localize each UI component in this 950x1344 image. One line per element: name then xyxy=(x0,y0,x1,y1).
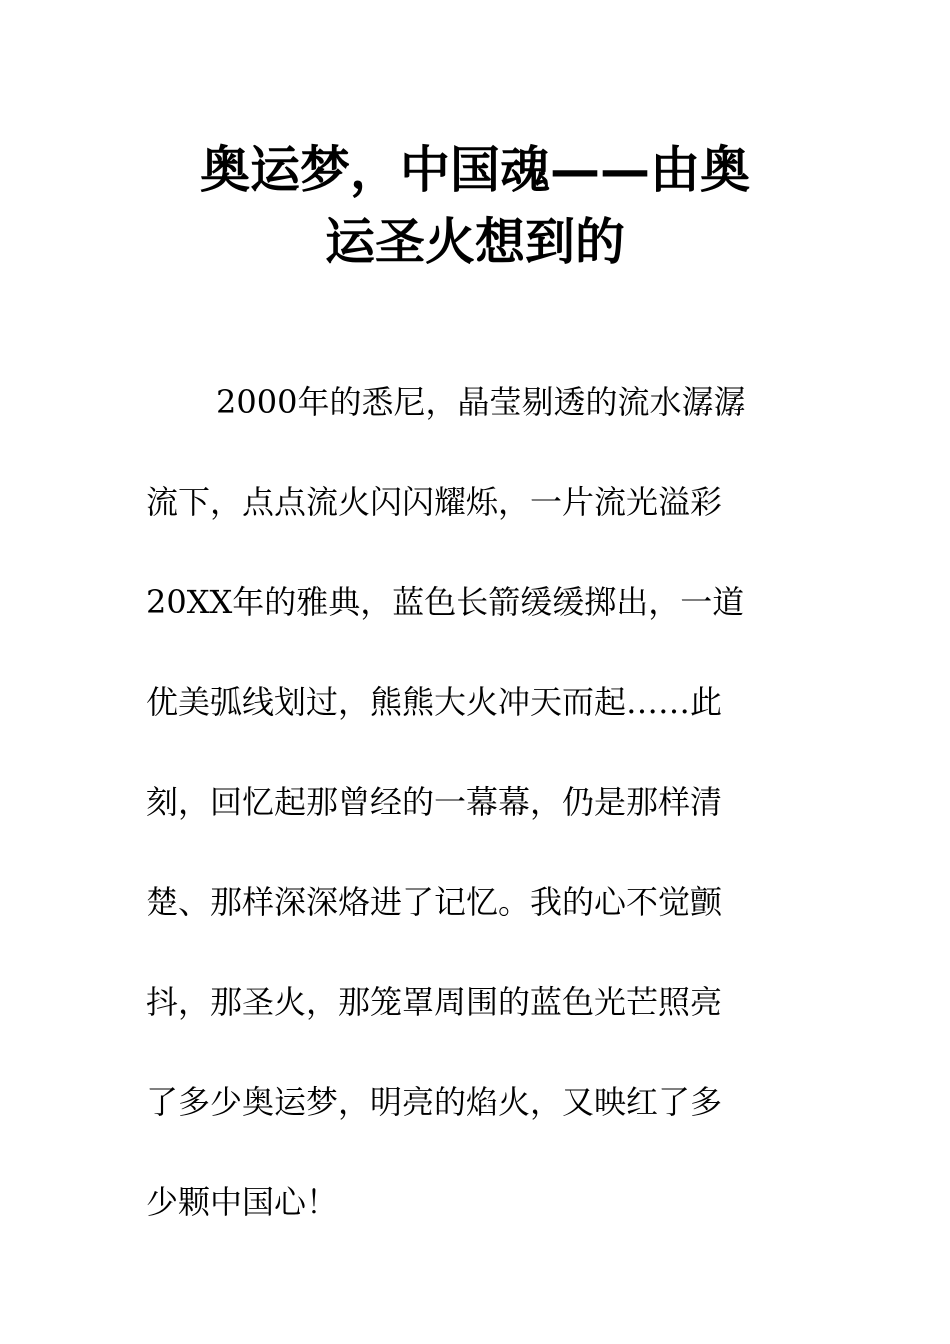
paragraph-line-7: 抖，那圣火，那笼罩周围的蓝色光芒照亮 xyxy=(146,983,723,1021)
paragraph-line-9: 少颗中国心！ xyxy=(146,1183,339,1221)
document-title-line-2: 运圣火想到的 xyxy=(325,213,625,271)
paragraph-line-8: 了多少奥运梦，明亮的焰火，又映红了多 xyxy=(146,1083,723,1121)
paragraph-line-2: 流下，点点流火闪闪耀烁，一片流光溢彩 xyxy=(146,483,723,521)
document-title-line-1: 奥运梦，中国魂——由奥 xyxy=(200,141,750,199)
paragraph-line-1: 2000年的悉尼，晶莹剔透的流水潺潺 xyxy=(216,383,746,421)
paragraph-line-6: 楚、那样深深烙进了记忆。我的心不觉颤 xyxy=(146,883,723,921)
paragraph-line-3: 20XX年的雅典，蓝色长箭缓缓掷出，一道 xyxy=(146,583,745,621)
paragraph-line-5: 刻，回忆起那曾经的一幕幕，仍是那样清 xyxy=(146,783,723,821)
paragraph-line-4: 优美弧线划过，熊熊大火冲天而起……此 xyxy=(146,683,723,721)
